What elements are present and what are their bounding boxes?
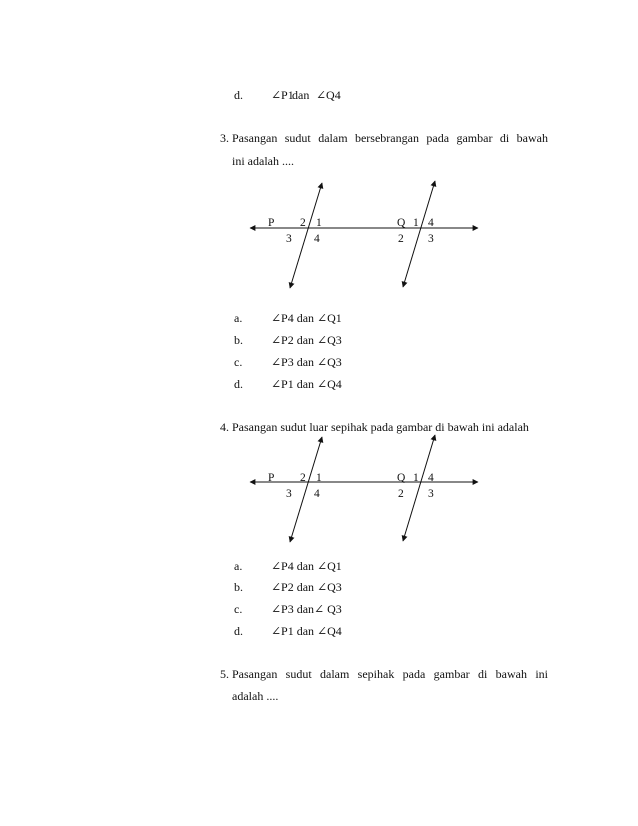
q3-number: 3. [220,131,229,145]
q4-label-q: Q [397,472,406,484]
q4-p-bottom-left: 3 [286,488,292,500]
q3-text-line2: ini adalah .... [232,154,294,168]
q3-text-line1: Pasangan sudut dalam bersebrangan pada gambar di bawah [232,131,548,145]
q3-q-bottom-left: 2 [398,233,404,245]
q3-q-top-right: 4 [428,217,434,229]
q3-option-a-letter: a. [234,311,243,325]
q3-option-c-letter: c. [234,355,243,369]
q4-option-b-text[interactable]: ∠P2 dan ∠Q3 [271,580,342,594]
q4-option-b-letter: b. [234,580,243,594]
q4-p-top-right: 1 [316,472,322,484]
q4-q-top-left: 1 [413,472,419,484]
q3-label-p: P [268,217,275,229]
q4-option-c-letter: c. [234,602,243,616]
q4-option-d-letter: d. [234,624,243,638]
q3-p-bottom-right: 4 [314,233,320,245]
q4-option-a-letter: a. [234,559,243,573]
q4-number: 4. [220,420,229,434]
q4-q-bottom-right: 3 [428,488,434,500]
prev-option-d-letter: d. [234,88,243,102]
q3-p-top-right: 1 [316,217,322,229]
prev-option-d-conj: dan [292,88,310,102]
q3-q-bottom-right: 3 [428,233,434,245]
prev-option-d-angle2: ∠Q4 [316,88,341,102]
q4-q-top-right: 4 [428,472,434,484]
q4-label-p: P [268,472,275,484]
q3-p-bottom-left: 3 [286,233,292,245]
q3-option-d-text[interactable]: ∠P1 dan ∠Q4 [271,377,342,391]
q5-text-line2: adalah .... [232,689,279,703]
prev-option-d-angle1: ∠P1 [271,88,294,102]
q3-label-q: Q [397,217,406,229]
q5-text-line1: Pasangan sudut dalam sepihak pada gambar di bawah ini [232,667,548,681]
q4-p-top-left: 2 [300,472,306,484]
q4-option-d-text[interactable]: ∠P1 dan ∠Q4 [271,624,342,638]
q3-p-top-left: 2 [300,217,306,229]
q4-q-bottom-left: 2 [398,488,404,500]
q3-option-d-letter: d. [234,377,243,391]
q4-option-c-text[interactable]: ∠P3 dan∠ Q3 [271,602,342,616]
q4-text-line1: Pasangan sudut luar sepihak pada gambar di bawah ini adalah [232,420,529,434]
q4-option-a-text[interactable]: ∠P4 dan ∠Q1 [271,559,342,573]
q3-option-b-letter: b. [234,333,243,347]
q3-q-top-left: 1 [413,217,419,229]
q3-option-b-text[interactable]: ∠P2 dan ∠Q3 [271,333,342,347]
q3-option-a-text[interactable]: ∠P4 dan ∠Q1 [271,311,342,325]
q3-option-c-text[interactable]: ∠P3 dan ∠Q3 [271,355,342,369]
q5-number: 5. [220,667,229,681]
q4-p-bottom-right: 4 [314,488,320,500]
